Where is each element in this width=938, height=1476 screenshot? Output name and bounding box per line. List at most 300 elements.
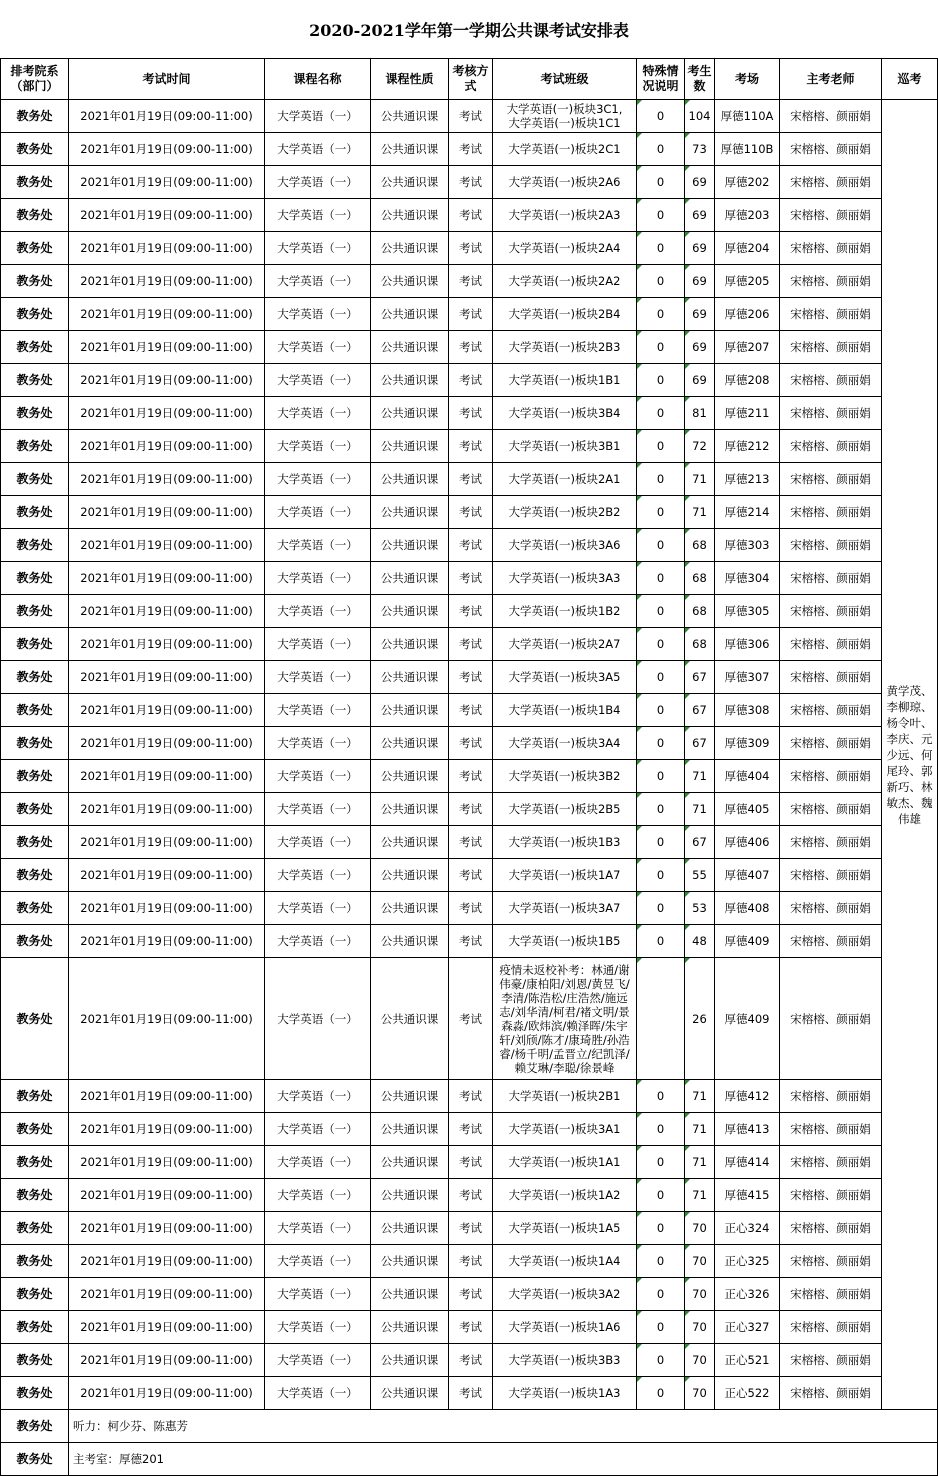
cell-nature: 公共通识课 [371,265,449,298]
cell-nature: 公共通识课 [371,760,449,793]
cell-course: 大学英语（一） [265,562,371,595]
cell-method: 考试 [449,1146,493,1179]
cell-count: 71 [685,760,715,793]
cell-count: 81 [685,397,715,430]
cell-nature: 公共通识课 [371,892,449,925]
cell-class: 大学英语(一)板块1A2 [493,1179,637,1212]
cell-class: 大学英语(一)板块1A6 [493,1311,637,1344]
cell-count: 71 [685,793,715,826]
cell-time: 2021年01月19日(09:00-11:00) [69,298,265,331]
cell-count: 70 [685,1344,715,1377]
cell-class: 大学英语(一)板块3C1, 大学英语(一)板块1C1 [493,100,637,133]
cell-teacher: 宋榕榕、颜丽娟 [780,298,882,331]
table-row [1,232,938,265]
cell-room: 厚德408 [715,892,780,925]
header-nature: 课程性质 [371,59,449,100]
cell-time: 2021年01月19日(09:00-11:00) [69,628,265,661]
cell-room: 厚德404 [715,760,780,793]
cell-nature: 公共通识课 [371,826,449,859]
cell-special: 0 [637,265,685,298]
cell-method: 考试 [449,397,493,430]
header-special: 特殊情况说明 [637,59,685,100]
cell-special: 0 [637,562,685,595]
page-title: 2020-2021学年第一学期公共课考试安排表 [309,20,629,40]
cell-class: 大学英语(一)板块3A2 [493,1278,637,1311]
cell-nature: 公共通识课 [371,1146,449,1179]
cell-nature: 公共通识课 [371,496,449,529]
cell-special: 0 [637,298,685,331]
cell-room: 厚德303 [715,529,780,562]
cell-special: 0 [637,1377,685,1410]
header-time: 考试时间 [69,59,265,100]
cell-special: 0 [637,1344,685,1377]
cell-nature: 公共通识课 [371,1311,449,1344]
cell-count: 71 [685,1146,715,1179]
cell-class: 大学英语(一)板块1A3 [493,1377,637,1410]
table-row [1,661,938,694]
cell-time: 2021年01月19日(09:00-11:00) [69,727,265,760]
cell-method: 考试 [449,1113,493,1146]
cell-course: 大学英语（一） [265,661,371,694]
cell-room: 厚德412 [715,1080,780,1113]
cell-count: 67 [685,694,715,727]
cell-time: 2021年01月19日(09:00-11:00) [69,496,265,529]
cell-special: 0 [637,463,685,496]
cell-teacher: 宋榕榕、颜丽娟 [780,331,882,364]
cell-course: 大学英语（一） [265,727,371,760]
cell-count: 67 [685,661,715,694]
cell-special: 0 [637,430,685,463]
cell-teacher: 宋榕榕、颜丽娟 [780,925,882,958]
cell-class: 大学英语(一)板块2A3 [493,199,637,232]
cell-teacher: 宋榕榕、颜丽娟 [780,661,882,694]
cell-method: 考试 [449,1344,493,1377]
cell-special: 0 [637,496,685,529]
cell-class: 大学英语(一)板块2A4 [493,232,637,265]
footer-dept: 教务处 [1,1410,69,1443]
cell-room: 厚德206 [715,298,780,331]
table-row [1,760,938,793]
cell-course: 大学英语（一） [265,760,371,793]
cell-nature: 公共通识课 [371,1344,449,1377]
cell-course: 大学英语（一） [265,1278,371,1311]
cell-room: 厚德304 [715,562,780,595]
cell-course: 大学英语（一） [265,826,371,859]
cell-count: 69 [685,364,715,397]
cell-teacher: 宋榕榕、颜丽娟 [780,1146,882,1179]
header-dept: 排考院系（部门） [1,59,69,100]
cell-dept: 教务处 [1,1080,69,1113]
cell-time: 2021年01月19日(09:00-11:00) [69,199,265,232]
table-row [1,166,938,199]
cell-teacher: 宋榕榕、颜丽娟 [780,793,882,826]
cell-special: 0 [637,826,685,859]
cell-nature: 公共通识课 [371,595,449,628]
cell-nature: 公共通识课 [371,1179,449,1212]
cell-teacher: 宋榕榕、颜丽娟 [780,1212,882,1245]
cell-time: 2021年01月19日(09:00-11:00) [69,166,265,199]
cell-room: 厚德407 [715,859,780,892]
cell-dept: 教务处 [1,496,69,529]
cell-count: 48 [685,925,715,958]
table-row [1,1146,938,1179]
cell-method: 考试 [449,661,493,694]
table-row [1,793,938,826]
cell-time: 2021年01月19日(09:00-11:00) [69,892,265,925]
cell-teacher: 宋榕榕、颜丽娟 [780,1278,882,1311]
cell-special: 0 [637,628,685,661]
cell-dept: 教务处 [1,826,69,859]
cell-method: 考试 [449,826,493,859]
table-row [1,397,938,430]
cell-count: 67 [685,826,715,859]
cell-method: 考试 [449,463,493,496]
cell-special [637,958,685,1080]
cell-special: 0 [637,793,685,826]
cell-teacher: 宋榕榕、颜丽娟 [780,694,882,727]
cell-room: 正心325 [715,1245,780,1278]
cell-nature: 公共通识课 [371,100,449,133]
cell-teacher: 宋榕榕、颜丽娟 [780,1344,882,1377]
cell-room: 厚德202 [715,166,780,199]
cell-count: 104 [685,100,715,133]
cell-nature: 公共通识课 [371,859,449,892]
cell-time: 2021年01月19日(09:00-11:00) [69,694,265,727]
cell-teacher: 宋榕榕、颜丽娟 [780,232,882,265]
cell-room: 厚德203 [715,199,780,232]
cell-count: 72 [685,430,715,463]
table-row [1,1080,938,1113]
cell-method: 考试 [449,1179,493,1212]
cell-dept: 教务处 [1,265,69,298]
cell-time: 2021年01月19日(09:00-11:00) [69,529,265,562]
cell-room: 正心324 [715,1212,780,1245]
cell-class: 大学英语(一)板块2A2 [493,265,637,298]
cell-method: 考试 [449,298,493,331]
cell-course: 大学英语（一） [265,1344,371,1377]
cell-count: 69 [685,166,715,199]
exam-schedule-table [0,58,938,1476]
table-row [1,694,938,727]
cell-count: 69 [685,265,715,298]
table-row [1,1212,938,1245]
cell-count: 71 [685,1179,715,1212]
cell-nature: 公共通识课 [371,1278,449,1311]
cell-dept: 教务处 [1,925,69,958]
table-row [1,298,938,331]
cell-dept: 教务处 [1,760,69,793]
table-row [1,430,938,463]
cell-teacher: 宋榕榕、颜丽娟 [780,562,882,595]
cell-dept: 教务处 [1,1344,69,1377]
cell-class: 大学英语(一)板块2C1 [493,133,637,166]
cell-count: 70 [685,1245,715,1278]
cell-dept: 教务处 [1,958,69,1080]
cell-course: 大学英语（一） [265,298,371,331]
cell-dept: 教务处 [1,1377,69,1410]
cell-count: 71 [685,1113,715,1146]
cell-count: 70 [685,1278,715,1311]
cell-nature: 公共通识课 [371,727,449,760]
cell-special: 0 [637,925,685,958]
cell-count: 73 [685,133,715,166]
cell-count: 53 [685,892,715,925]
cell-special: 0 [637,595,685,628]
cell-course: 大学英语（一） [265,1113,371,1146]
cell-method: 考试 [449,1377,493,1410]
cell-method: 考试 [449,859,493,892]
cell-room: 厚德214 [715,496,780,529]
cell-class: 大学英语(一)板块2A6 [493,166,637,199]
cell-dept: 教务处 [1,859,69,892]
cell-class: 大学英语(一)板块3A7 [493,892,637,925]
cell-course: 大学英语（一） [265,166,371,199]
cell-method: 考试 [449,529,493,562]
cell-nature: 公共通识课 [371,925,449,958]
table-row [1,496,938,529]
cell-nature: 公共通识课 [371,562,449,595]
cell-special: 0 [637,892,685,925]
cell-dept: 教务处 [1,199,69,232]
cell-special: 0 [637,1113,685,1146]
cell-time: 2021年01月19日(09:00-11:00) [69,364,265,397]
cell-teacher: 宋榕榕、颜丽娟 [780,760,882,793]
cell-course: 大学英语（一） [265,1080,371,1113]
cell-dept: 教务处 [1,1113,69,1146]
cell-time: 2021年01月19日(09:00-11:00) [69,826,265,859]
cell-course: 大学英语（一） [265,199,371,232]
cell-room: 厚德110B [715,133,780,166]
cell-room: 厚德205 [715,265,780,298]
cell-course: 大学英语（一） [265,628,371,661]
cell-course: 大学英语（一） [265,694,371,727]
cell-dept: 教务处 [1,529,69,562]
cell-dept: 教务处 [1,397,69,430]
cell-class: 大学英语(一)板块3B2 [493,760,637,793]
cell-room: 厚德211 [715,397,780,430]
cell-special: 0 [637,727,685,760]
cell-nature: 公共通识课 [371,661,449,694]
cell-teacher: 宋榕榕、颜丽娟 [780,595,882,628]
cell-class: 大学英语(一)板块2B4 [493,298,637,331]
cell-dept: 教务处 [1,298,69,331]
cell-dept: 教务处 [1,628,69,661]
cell-class: 大学英语(一)板块1A5 [493,1212,637,1245]
cell-class: 大学英语(一)板块1A7 [493,859,637,892]
table-body [1,100,938,1476]
cell-method: 考试 [449,166,493,199]
cell-room: 厚德405 [715,793,780,826]
cell-teacher: 宋榕榕、颜丽娟 [780,496,882,529]
cell-room: 厚德409 [715,925,780,958]
table-row [1,133,938,166]
cell-room: 厚德110A [715,100,780,133]
cell-class: 大学英语(一)板块1B1 [493,364,637,397]
cell-special: 0 [637,166,685,199]
cell-room: 厚德308 [715,694,780,727]
cell-dept: 教务处 [1,100,69,133]
cell-count: 26 [685,958,715,1080]
cell-count: 55 [685,859,715,892]
cell-room: 厚德307 [715,661,780,694]
table-row [1,859,938,892]
cell-class: 大学英语(一)板块3A1 [493,1113,637,1146]
cell-class: 大学英语(一)板块3A6 [493,529,637,562]
cell-time: 2021年01月19日(09:00-11:00) [69,793,265,826]
cell-dept: 教务处 [1,1278,69,1311]
cell-course: 大学英语（一） [265,364,371,397]
cell-nature: 公共通识课 [371,1080,449,1113]
cell-room: 厚德413 [715,1113,780,1146]
cell-teacher: 宋榕榕、颜丽娟 [780,430,882,463]
cell-count: 68 [685,628,715,661]
table-row [1,100,938,133]
table-row [1,463,938,496]
cell-special: 0 [637,859,685,892]
table-row [1,1245,938,1278]
table-row [1,1179,938,1212]
cell-count: 69 [685,331,715,364]
cell-room: 厚德306 [715,628,780,661]
cell-special: 0 [637,694,685,727]
cell-count: 71 [685,463,715,496]
cell-nature: 公共通识课 [371,529,449,562]
cell-nature: 公共通识课 [371,628,449,661]
cell-time: 2021年01月19日(09:00-11:00) [69,331,265,364]
cell-class: 大学英语(一)板块1B2 [493,595,637,628]
cell-method: 考试 [449,562,493,595]
cell-special: 0 [637,1311,685,1344]
cell-class: 大学英语(一)板块3B1 [493,430,637,463]
table-row [1,1344,938,1377]
cell-dept: 教务处 [1,595,69,628]
table-row [1,1113,938,1146]
cell-dept: 教务处 [1,463,69,496]
cell-nature: 公共通识课 [371,958,449,1080]
cell-special: 0 [637,232,685,265]
cell-nature: 公共通识课 [371,463,449,496]
cell-room: 厚德212 [715,430,780,463]
header-row [1,59,938,100]
cell-method: 考试 [449,892,493,925]
cell-room: 厚德204 [715,232,780,265]
cell-teacher: 宋榕榕、颜丽娟 [780,529,882,562]
table-row [1,199,938,232]
cell-teacher: 宋榕榕、颜丽娟 [780,727,882,760]
cell-count: 71 [685,496,715,529]
cell-course: 大学英语（一） [265,265,371,298]
cell-time: 2021年01月19日(09:00-11:00) [69,397,265,430]
cell-room: 厚德309 [715,727,780,760]
cell-teacher: 宋榕榕、颜丽娟 [780,1080,882,1113]
cell-special: 0 [637,1146,685,1179]
table-row [1,1311,938,1344]
cell-course: 大学英语（一） [265,1179,371,1212]
cell-special: 0 [637,1278,685,1311]
cell-method: 考试 [449,694,493,727]
cell-course: 大学英语（一） [265,133,371,166]
table-row [1,562,938,595]
cell-time: 2021年01月19日(09:00-11:00) [69,265,265,298]
cell-class: 大学英语(一)板块1B4 [493,694,637,727]
table-row [1,826,938,859]
cell-method: 考试 [449,430,493,463]
cell-method: 考试 [449,595,493,628]
cell-teacher: 宋榕榕、颜丽娟 [780,364,882,397]
cell-special: 0 [637,100,685,133]
header-method: 考核方式 [449,59,493,100]
cell-nature: 公共通识课 [371,166,449,199]
cell-count: 69 [685,199,715,232]
cell-dept: 教务处 [1,727,69,760]
cell-time: 2021年01月19日(09:00-11:00) [69,1080,265,1113]
cell-nature: 公共通识课 [371,1377,449,1410]
cell-time: 2021年01月19日(09:00-11:00) [69,1377,265,1410]
cell-method: 考试 [449,1245,493,1278]
cell-dept: 教务处 [1,1146,69,1179]
cell-time: 2021年01月19日(09:00-11:00) [69,1179,265,1212]
cell-course: 大学英语（一） [265,529,371,562]
cell-special: 0 [637,1080,685,1113]
cell-method: 考试 [449,496,493,529]
cell-class: 大学英语(一)板块2B5 [493,793,637,826]
cell-dept: 教务处 [1,1179,69,1212]
cell-method: 考试 [449,364,493,397]
header-count: 考生数 [685,59,715,100]
cell-course: 大学英语（一） [265,1311,371,1344]
cell-method: 考试 [449,760,493,793]
cell-method: 考试 [449,628,493,661]
cell-room: 厚德406 [715,826,780,859]
cell-class: 大学英语(一)板块2B3 [493,331,637,364]
cell-method: 考试 [449,727,493,760]
cell-count: 69 [685,298,715,331]
cell-teacher: 宋榕榕、颜丽娟 [780,1179,882,1212]
cell-course: 大学英语（一） [265,1377,371,1410]
cell-room: 厚德414 [715,1146,780,1179]
cell-course: 大学英语（一） [265,859,371,892]
cell-room: 厚德305 [715,595,780,628]
cell-course: 大学英语（一） [265,1245,371,1278]
cell-time: 2021年01月19日(09:00-11:00) [69,430,265,463]
cell-course: 大学英语（一） [265,1146,371,1179]
cell-dept: 教务处 [1,1212,69,1245]
cell-method: 考试 [449,1278,493,1311]
cell-method: 考试 [449,958,493,1080]
cell-class: 大学英语(一)板块3A4 [493,727,637,760]
cell-method: 考试 [449,100,493,133]
cell-method: 考试 [449,925,493,958]
cell-nature: 公共通识课 [371,1245,449,1278]
cell-course: 大学英语（一） [265,430,371,463]
table-row [1,892,938,925]
cell-course: 大学英语（一） [265,463,371,496]
cell-method: 考试 [449,1311,493,1344]
cell-room: 正心521 [715,1344,780,1377]
cell-nature: 公共通识课 [371,397,449,430]
cell-time: 2021年01月19日(09:00-11:00) [69,958,265,1080]
cell-course: 大学英语（一） [265,397,371,430]
cell-time: 2021年01月19日(09:00-11:00) [69,925,265,958]
cell-method: 考试 [449,199,493,232]
cell-special: 0 [637,199,685,232]
cell-method: 考试 [449,1080,493,1113]
cell-nature: 公共通识课 [371,199,449,232]
cell-time: 2021年01月19日(09:00-11:00) [69,859,265,892]
cell-class: 大学英语(一)板块2B1 [493,1080,637,1113]
cell-count: 71 [685,1080,715,1113]
cell-teacher: 宋榕榕、颜丽娟 [780,1311,882,1344]
